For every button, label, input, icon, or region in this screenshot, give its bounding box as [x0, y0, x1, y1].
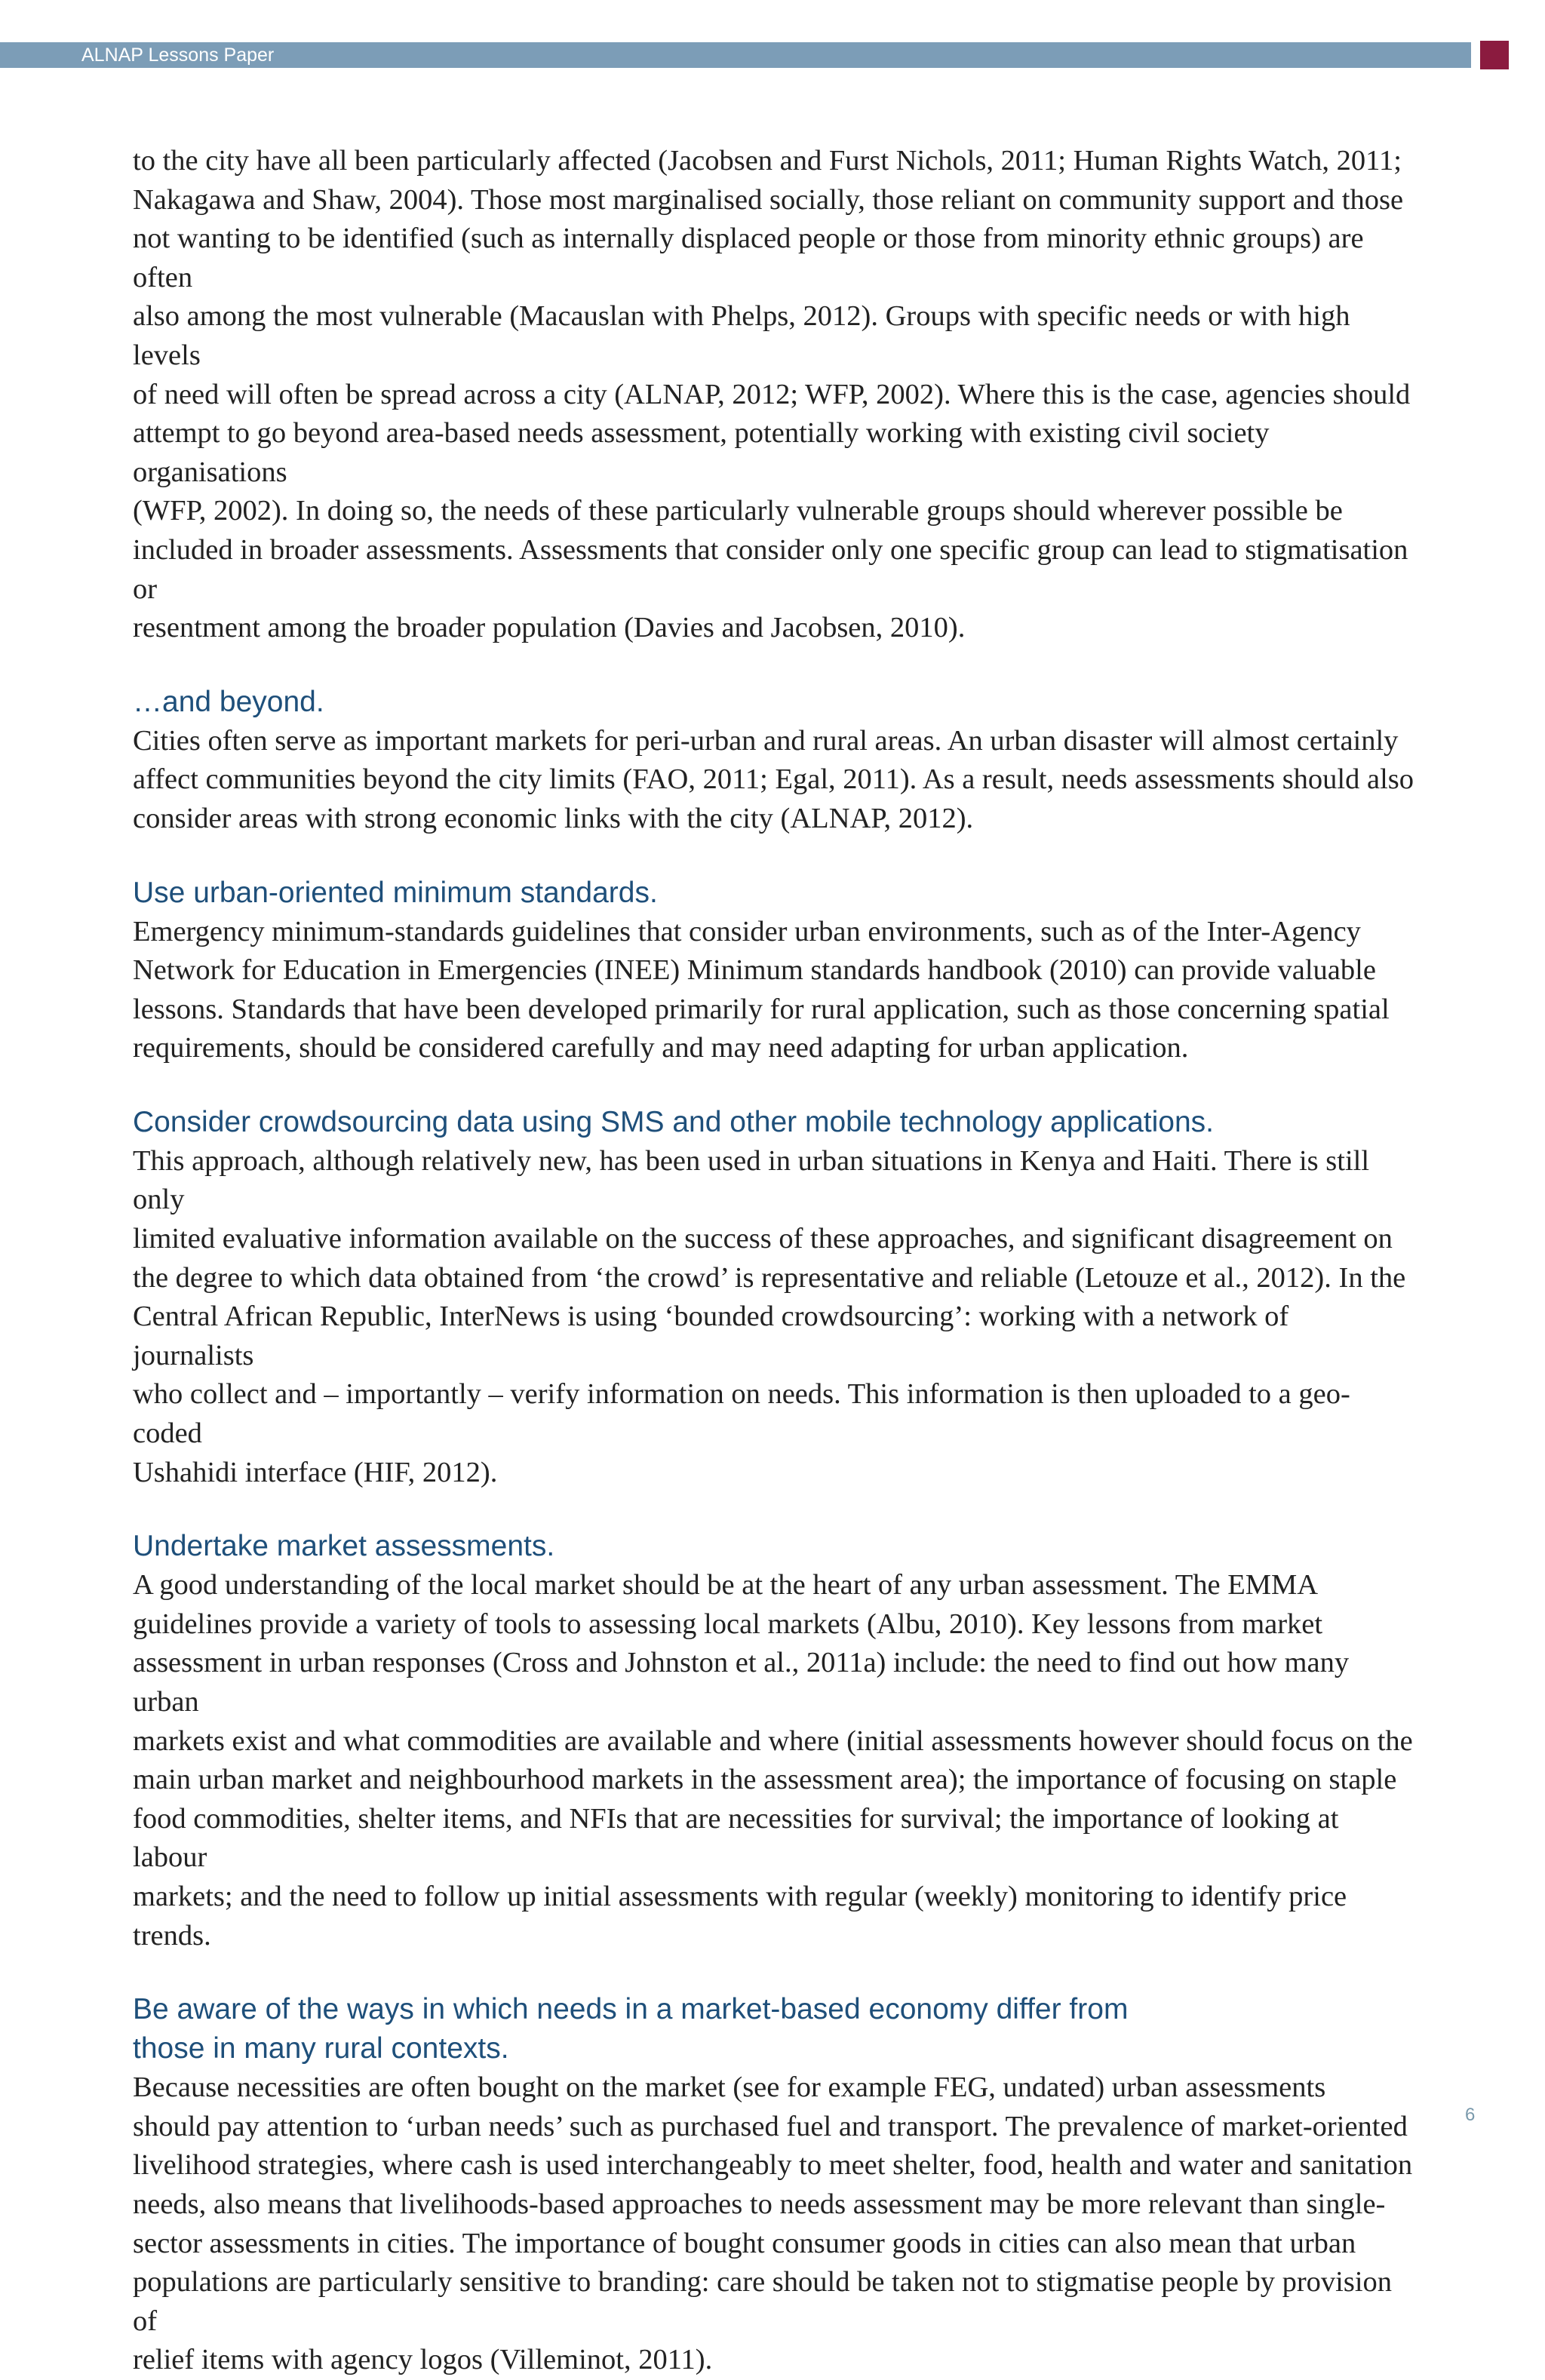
section-heading — [133, 1103, 1415, 1142]
page-number: 6 — [1465, 2105, 1476, 2125]
section-market-economy-needs — [133, 1990, 1415, 2380]
text-line: Ushahidi interface (HIF, 2012). — [133, 1456, 498, 1488]
text-line: Nakagawa and Shaw, 2004). Those most marginalised socially, those reliant on community support and those — [133, 183, 1404, 216]
text-line: of need will often be spread across a city (ALNAP, 2012; WFP, 2002). Where this is the case, agencies should — [133, 378, 1411, 410]
section-minimum-standards — [133, 874, 1415, 1068]
text-line: the degree to which data obtained from ‘the crowd’ is representative and reliable (Letouze et al., 2012). In the — [133, 1261, 1406, 1294]
section-paragraph — [133, 1566, 1415, 1955]
section-heading — [133, 1527, 1415, 1566]
heading-line: …and beyond. — [133, 685, 324, 718]
text-line: main urban market and neighbourhood markets in the assessment area); the importance of focusing on staple — [133, 1764, 1397, 1796]
text-line: needs, also means that livelihoods-based approaches to needs assessment may be more relevant than single- — [133, 2188, 1386, 2220]
text-line: food commodities, shelter items, and NFIs that are necessities for survival; the importance of looking at labour — [133, 1802, 1339, 1874]
text-line: resentment among the broader population (Davies and Jacobsen, 2010). — [133, 612, 966, 644]
section-paragraph — [133, 2068, 1415, 2380]
section-heading — [133, 874, 1415, 913]
text-line: Network for Education in Emergencies (INEE) Minimum standards handbook (2010) can provide valuable — [133, 954, 1376, 987]
text-line: (WFP, 2002). In doing so, the needs of these particularly vulnerable groups should wherever possible be — [133, 495, 1343, 527]
paragraph-vulnerable-groups — [133, 142, 1415, 648]
text-line: Because necessities are often bought on the market (see for example FEG, undated) urban assessments — [133, 2071, 1326, 2104]
text-line: Emergency minimum-standards guidelines that consider urban environments, such as of the Inter-Agency — [133, 915, 1361, 947]
section-paragraph — [133, 1142, 1415, 1492]
text-line: A good understanding of the local market should be at the heart of any urban assessment. The EMMA — [133, 1569, 1318, 1602]
section-and-beyond — [133, 683, 1415, 839]
section-market-assessments — [133, 1527, 1415, 1955]
header-accent-square — [1480, 41, 1509, 69]
text-line: markets; and the need to follow up initial assessments with regular (weekly) monitoring to identify price trends. — [133, 1880, 1347, 1952]
text-line: sector assessments in cities. The importance of bought consumer goods in cities can also mean that urban — [133, 2227, 1356, 2259]
heading-line: those in many rural contexts. — [133, 2032, 509, 2065]
text-line: not wanting to be identified (such as internally displaced people or those from minority ethnic groups) are often — [133, 223, 1364, 293]
text-line: to the city have all been particularly affected (Jacobsen and Furst Nichols, 2011; Human Rights Watch, 2011; — [133, 145, 1402, 177]
text-line: should pay attention to ‘urban needs’ such as purchased fuel and transport. The prevalence of market-oriented — [133, 2110, 1408, 2142]
text-line: attempt to go beyond area-based needs assessment, potentially working with existing civil society organisations — [133, 417, 1270, 488]
text-line: who collect and – importantly – verify information on needs. This information is then uploaded to a geo-coded — [133, 1378, 1350, 1450]
heading-line: Undertake market assessments. — [133, 1530, 555, 1563]
text-line: livelihood strategies, where cash is used interchangeably to meet shelter, food, health and water and sanitation — [133, 2149, 1413, 2182]
header-title: ALNAP Lessons Paper — [81, 45, 275, 66]
text-line: limited evaluative information available on the success of these approaches, and significant disagreement on — [133, 1223, 1393, 1255]
text-line: consider areas with strong economic links with the city (ALNAP, 2012). — [133, 802, 974, 834]
text-line: populations are particularly sensitive to branding: care should be taken not to stigmatise people by provision of — [133, 2266, 1393, 2337]
heading-line: Be aware of the ways in which needs in a market-based economy differ from — [133, 1993, 1129, 2026]
section-heading — [133, 1990, 1415, 2068]
text-line: assessment in urban responses (Cross and Johnston et al., 2011a) include: the need to find out how many urban — [133, 1647, 1350, 1718]
section-intro — [133, 142, 1415, 648]
main-content — [133, 142, 1415, 2380]
header-bar — [0, 42, 1471, 68]
section-heading — [133, 683, 1415, 722]
text-line: requirements, should be considered carefully and may need adapting for urban application. — [133, 1032, 1189, 1064]
text-line: relief items with agency logos (Villeminot, 2011). — [133, 2344, 713, 2376]
text-line: This approach, although relatively new, has been used in urban situations in Kenya and Haiti. There is still only — [133, 1144, 1370, 1216]
text-line: guidelines provide a variety of tools to assessing local markets (Albu, 2010). Key lessons from market — [133, 1608, 1323, 1640]
text-line: also among the most vulnerable (Macauslan with Phelps, 2012). Groups with specific needs or with high levels — [133, 300, 1350, 371]
section-paragraph — [133, 913, 1415, 1068]
heading-line: Use urban-oriented minimum standards. — [133, 876, 658, 909]
text-line: affect communities beyond the city limits (FAO, 2011; Egal, 2011). As a result, needs assessments should also — [133, 763, 1414, 796]
text-line: markets exist and what commodities are available and where (initial assessments however should focus on the — [133, 1724, 1413, 1757]
section-crowdsourcing — [133, 1103, 1415, 1492]
text-line: lessons. Standards that have been developed primarily for rural application, such as those concerning spatial — [133, 993, 1390, 1025]
heading-line: Consider crowdsourcing data using SMS and other mobile technology applications. — [133, 1105, 1214, 1138]
text-line: Cities often serve as important markets for peri-urban and rural areas. An urban disaster will almost certainly — [133, 724, 1399, 757]
text-line: Central African Republic, InterNews is using ‘bounded crowdsourcing’: working with a network of journalists — [133, 1301, 1289, 1371]
text-line: included in broader assessments. Assessments that consider only one specific group can lead to stigmatisation or — [133, 533, 1408, 605]
section-paragraph — [133, 722, 1415, 839]
